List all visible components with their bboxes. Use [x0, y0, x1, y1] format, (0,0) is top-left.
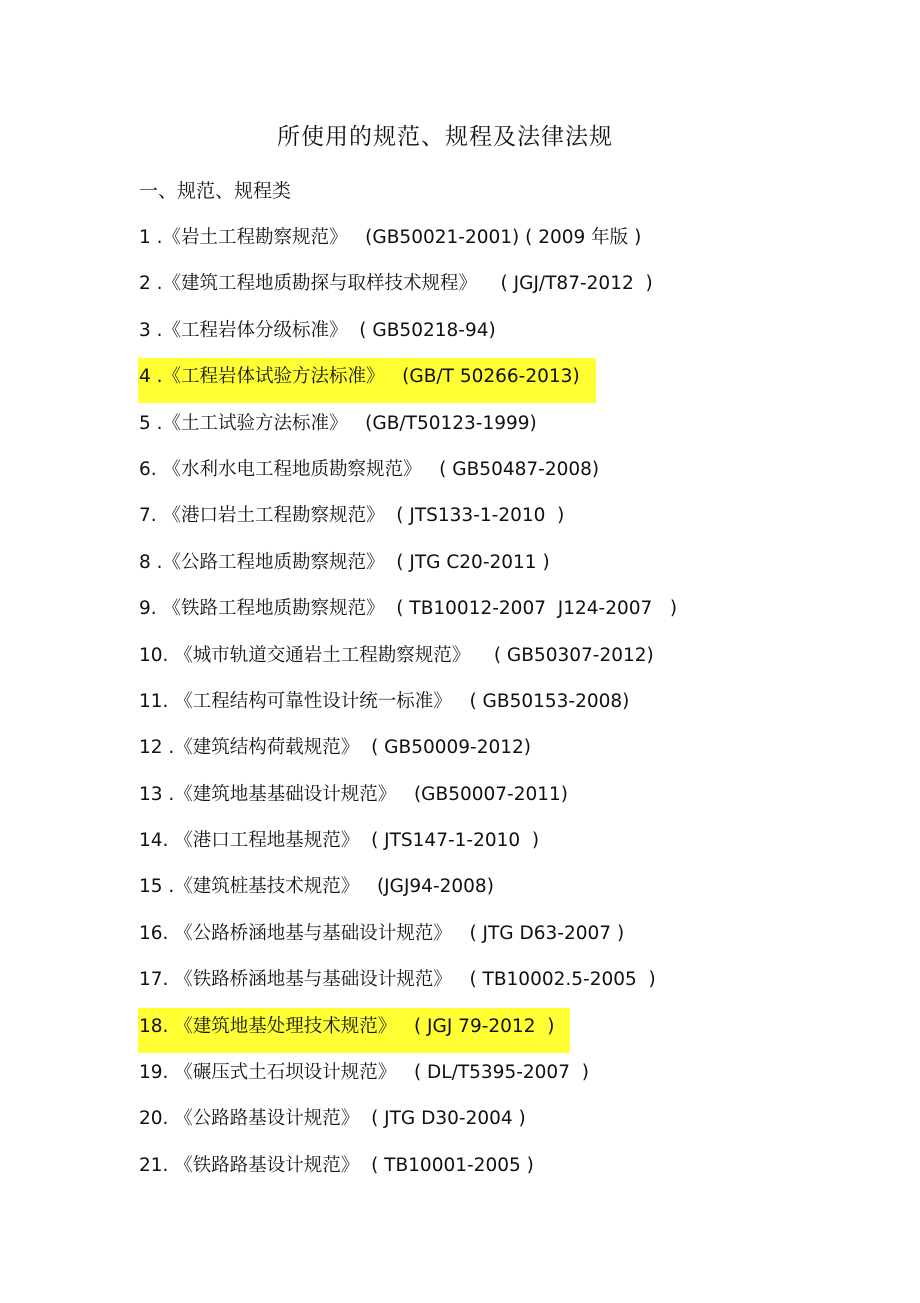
item-text: 7. 《港口岩土工程勘察规范》 ( JTS133-1-2010 )	[139, 505, 565, 527]
page-title: 所使用的规范、规程及法律法规	[277, 124, 613, 150]
item-text: 12 .《建筑结构荷载规范》 ( GB50009-2012)	[139, 737, 532, 759]
item-text: 21. 《铁路路基设计规范》 ( TB10001-2005 )	[139, 1154, 534, 1176]
item-text: 10. 《城市轨道交通岩土工程勘察规范》 ( GB50307-2012)	[139, 644, 654, 666]
highlighted-item-text: 18. 《建筑地基处理技术规范》 ( JGJ 79-2012 )	[138, 1008, 570, 1053]
item-text: 9. 《铁路工程地质勘察规范》 ( TB10012-2007 J124-2007 )	[139, 598, 678, 620]
item-text: 19. 《碾压式土石坝设计规范》 ( DL/T5395-2007 )	[139, 1062, 589, 1084]
item-text: 2 .《建筑工程地质勘探与取样技术规程》 ( JGJ/T87-2012 )	[139, 273, 653, 295]
item-text: 3 .《工程岩体分级标准》 ( GB50218-94)	[139, 319, 496, 341]
highlighted-item-text: 4 .《工程岩体试验方法标准》 (GB/T 50266-2013)	[138, 358, 596, 403]
item-text: 14. 《港口工程地基规范》 ( JTS147-1-2010 )	[139, 830, 540, 852]
section-heading: 一、规范、规程类	[139, 180, 292, 202]
item-text: 15 .《建筑桩基技术规范》 (JGJ94-2008)	[139, 876, 494, 898]
item-text: 5 .《土工试验方法标准》 (GB/T50123-1999)	[139, 412, 537, 434]
item-text: 13 .《建筑地基基础设计规范》 (GB50007-2011)	[139, 783, 569, 805]
item-text: 6. 《水利水电工程地质勘察规范》 ( GB50487-2008)	[139, 458, 600, 480]
item-text: 8 .《公路工程地质勘察规范》 ( JTG C20-2011 )	[139, 551, 550, 573]
item-text: 16. 《公路桥涵地基与基础设计规范》 ( JTG D63-2007 )	[139, 922, 625, 944]
item-text: 11. 《工程结构可靠性设计统一标准》 ( GB50153-2008)	[139, 690, 630, 712]
item-text: 17. 《铁路桥涵地基与基础设计规范》 ( TB10002.5-2005 )	[139, 969, 656, 991]
item-text: 1 .《岩土工程勘察规范》 (GB50021-2001) ( 2009 年版 )	[139, 227, 642, 248]
item-text: 20. 《公路路基设计规范》 ( JTG D30-2004 )	[139, 1108, 526, 1130]
